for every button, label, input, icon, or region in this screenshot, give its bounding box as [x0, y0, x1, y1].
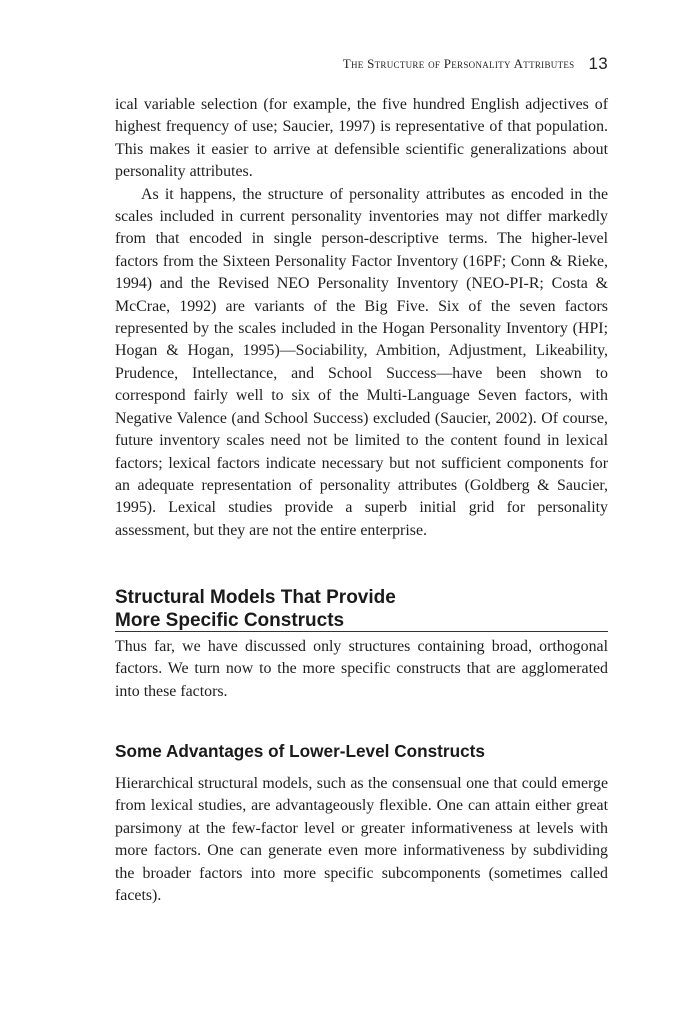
running-head [115, 54, 608, 74]
body-paragraph-2: As it happens, the structure of personality attributes as encoded in the scales included in current personality inventories may not differ markedly from that encoded in single person-descriptive terms. The higher-level factors from the Sixteen Personality Factor Inventory (16PF; Conn & Rieke, 1994) and the Revised NEO Personality Inventory (NEO-PI-R; Costa & McCrae, 1992) are variants of the Big Five. Six of the seven factors represented by the scales included in the Hogan Personality Inventory (HPI; Hogan & Hogan, 1995)—Sociability, Ambition, Adjustment, Likeability, Prudence, Intellectance, and School Success—have been shown to correspond fairly well to six of the Multi-Language Seven factors, with Negative Valence (and School Success) excluded (Saucier, 2002). Of course, future inventory scales need not be limited to the content found in lexical factors; lexical factors indicate necessary but not sufficient components for an adequate representation of personality attributes (Goldberg & Saucier, 1995). Lexical studies provide a superb initial grid for personality assessment, but they are not the entire enterprise. [115, 185, 608, 539]
section-heading-structural-models [115, 586, 608, 632]
section-2-text [115, 773, 608, 907]
section-1-paragraph: Thus far, we have discussed only structures containing broad, orthogonal factors. We turn now to the more specific constructs that are agglomerated into these factors. [115, 638, 608, 700]
running-head-title: The Structure of Personality Attributes [342, 56, 575, 71]
subsection-heading-advantages: Some Advantages of Lower-Level Constructs [115, 741, 485, 761]
body-paragraph-1: ical variable selection (for example, the five hundred English adjectives of highest frequency of use; Saucier, 1997) is representative of that population. This makes it easier to arrive at defensible scientific generalizations about personality attributes. [115, 96, 608, 181]
page-number: 13 [588, 54, 608, 73]
section-heading-line-1: Structural Models That Provide [115, 587, 396, 608]
section-heading-line-2: More Specific Constructs [115, 610, 345, 631]
body-text [115, 94, 608, 542]
heading-rule-divider [115, 631, 608, 632]
section-1-text [115, 636, 608, 703]
section-2-paragraph: Hierarchical structural models, such as the consensual one that could emerge from lexical studies, are advantageously flexible. One can attain either great parsimony at the few-factor level or greater informativeness at levels with more factors. One can generate even more informativeness by subdividing the broader factors into more specific subcomponents (sometimes called facets). [115, 775, 608, 905]
